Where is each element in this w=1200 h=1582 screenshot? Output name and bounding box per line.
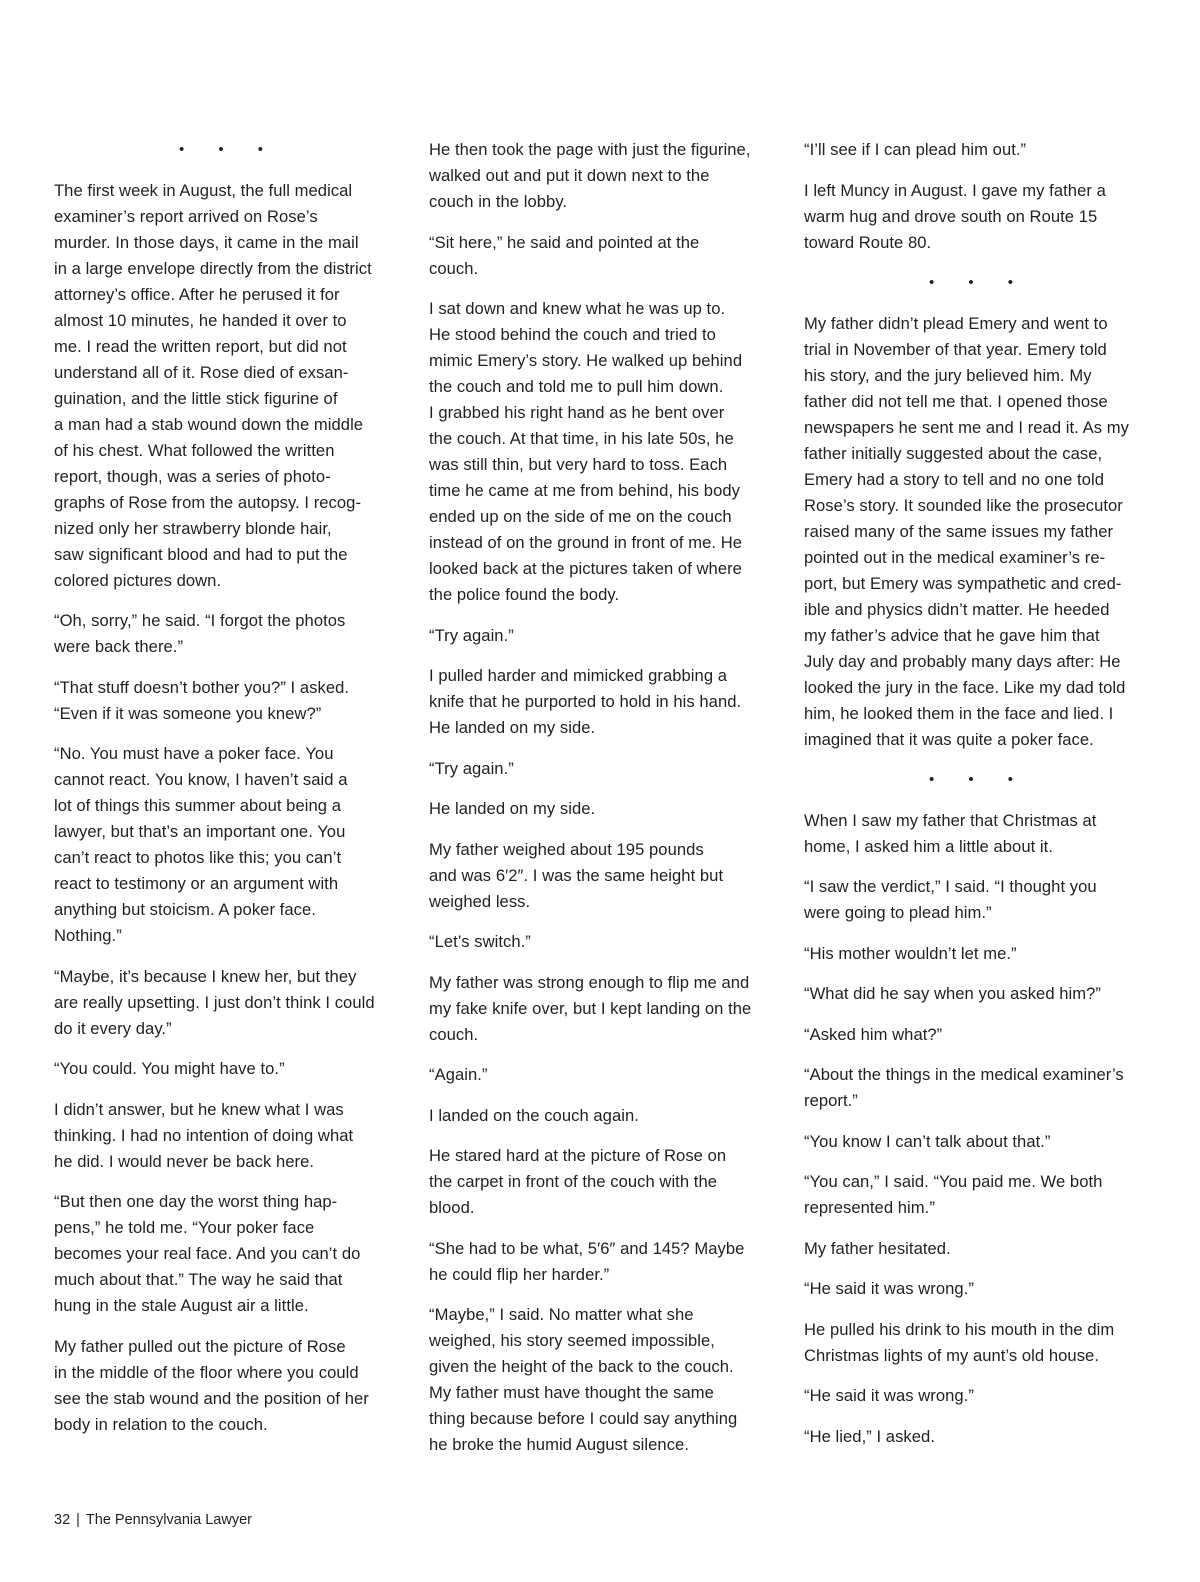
paragraph: He then took the page with just the figurine, walked out and put it down next to the couch in the lobby.	[429, 140, 751, 211]
paragraph: I didn’t answer, but he knew what I was thinking. I had no intention of doing what he did. I would never be back here.	[54, 1099, 354, 1171]
text-column-3	[804, 137, 1138, 1464]
paragraph: My father pulled out the picture of Rose in the middle of the floor where you could see the stab wound and the position of her body in relation to the couch.	[54, 1336, 369, 1434]
paragraph: “But then one day the worst thing hap- pens,” he told me. “Your poker face becomes your real face. And you can’t do much about that.” The way he said that hung in the stale August air a little.	[54, 1192, 361, 1315]
paragraph: “Sit here,” he said and pointed at the couch.	[429, 232, 700, 278]
paragraph: My father was strong enough to flip me and my fake knife over, but I kept landing on the couch.	[429, 972, 752, 1044]
paragraph: I pulled harder and mimicked grabbing a knife that he purported to hold in his hand. He landed on my side.	[429, 666, 742, 737]
paragraph: “You know I can’t talk about that.”	[804, 1131, 1051, 1151]
paragraph: When I saw my father that Christmas at home, I asked him a little about it.	[804, 810, 1097, 856]
section-separator: • • •	[928, 771, 1029, 788]
paragraph: “His mother wouldn’t let me.”	[804, 943, 1017, 963]
section-separator: • • •	[178, 141, 279, 158]
paragraph: “She had to be what, 5′6″ and 145? Maybe he could flip her harder.”	[429, 1238, 745, 1284]
paragraph: “You can,” I said. “You paid me. We both represented him.”	[804, 1172, 1103, 1217]
paragraph: I sat down and knew what he was up to. He stood behind the couch and tried to mimic Emery’s story. He walked up behind the couch and told me to pull him down. I grabbed his right hand as he bent over the couch. At that time, in his late 50s, he was still thin, but very hard to toss. Each time he came at me from behind, his body ended up on the side of me on the couch instead of on the ground in front of me. He looked back at the pictures taken of where the police found the body.	[429, 299, 743, 604]
paragraph: My father weighed about 195 pounds and was 6′2″. I was the same height but weighed less.	[429, 839, 724, 911]
paragraph: “No. You must have a poker face. You cannot react. You know, I haven’t said a lot of things this summer about being a lawyer, but that’s an important one. You can’t react to photos like this; you can’t react to testimony or an argument with anything but stoicism. A poker face. Nothing.”	[54, 744, 348, 945]
paragraph: I left Muncy in August. I gave my father a warm hug and drove south on Route 15 toward Route 80.	[804, 180, 1106, 252]
paragraph: “Maybe, it’s because I knew her, but they are really upsetting. I just don’t think I could do it every day.”	[54, 966, 375, 1038]
paragraph: “That stuff doesn’t bother you?” I asked. “Even if it was someone you knew?”	[54, 677, 350, 723]
paragraph: My father hesitated.	[804, 1238, 951, 1258]
page-footer	[54, 1510, 252, 1530]
text-column-1	[54, 137, 388, 1452]
paragraph: He landed on my side.	[429, 799, 596, 818]
paragraph: “Oh, sorry,” he said. “I forgot the photos were back there.”	[54, 611, 346, 656]
paragraph: He pulled his drink to his mouth in the dim Christmas lights of my aunt’s old house.	[804, 1319, 1115, 1365]
page-number: 32	[54, 1512, 71, 1528]
paragraph: “Try again.”	[429, 625, 514, 645]
footer-separator: |	[76, 1512, 80, 1528]
paragraph: I landed on the couch again.	[429, 1105, 639, 1125]
paragraph: “You could. You might have to.”	[54, 1059, 285, 1078]
publication-name: The Pennsylvania Lawyer	[85, 1512, 252, 1528]
text-column-2	[429, 137, 763, 1473]
paragraph: “He said it was wrong.”	[804, 1386, 974, 1405]
paragraph: “About the things in the medical examiner’s report.”	[804, 1065, 1124, 1110]
paragraph: “Again.”	[429, 1065, 488, 1084]
paragraph: “Let’s switch.”	[429, 932, 531, 951]
paragraph: “I saw the verdict,” I said. “I thought you were going to plead him.”	[804, 877, 1097, 922]
paragraph: The first week in August, the full medical examiner’s report arrived on Rose’s murder. In those days, it came in the mail in a large envelope directly from the district attorney’s office. After he perused it for almost 10 minutes, he handed it over to me. I read the written report, but did not understand all of it. Rose died of exsan- guination, and the little stick figurine of a man had a stab wound down the middle of his chest. What followed the written report, though, was a series of photo- graphs of Rose from the autopsy. I recog- nized only her strawberry blonde hair, saw significant blood and had to put the colored pictures down.	[54, 180, 372, 590]
paragraph: He stared hard at the picture of Rose on the carpet in front of the couch with the blood.	[429, 1146, 727, 1217]
paragraph: “He said it was wrong.”	[804, 1279, 974, 1298]
paragraph: “Maybe,” I said. No matter what she weighed, his story seemed impossible, given the height of the back to the couch. My father must have thought the same thing because before I could say anything he broke the humid August silence.	[429, 1305, 738, 1454]
paragraph: My father didn’t plead Emery and went to trial in November of that year. Emery told his story, and the jury believed him. My father did not tell me that. I opened those newspapers he sent me and I read it. As my father initially suggested about the case, Emery had a story to tell and no one told Rose’s story. It sounded like the prosecutor raised many of the same issues my father pointed out in the medical examiner’s re- port, but Emery was sympathetic and cred- ible and physics didn’t matter. He heeded my father’s advice that he gave him that July day and probably many days after: He looked the jury in the face. Like my dad told him, he looked them in the face and lied. I imagined that it was quite a poker face.	[804, 313, 1129, 749]
paragraph: “Try again.”	[429, 758, 514, 778]
paragraph: “What did he say when you asked him?”	[804, 984, 1101, 1003]
paragraph: “Asked him what?”	[804, 1024, 943, 1044]
paragraph: “He lied,” I asked.	[804, 1426, 935, 1446]
paragraph: “I’ll see if I can plead him out.”	[804, 140, 1027, 159]
section-separator: • • •	[928, 274, 1029, 291]
